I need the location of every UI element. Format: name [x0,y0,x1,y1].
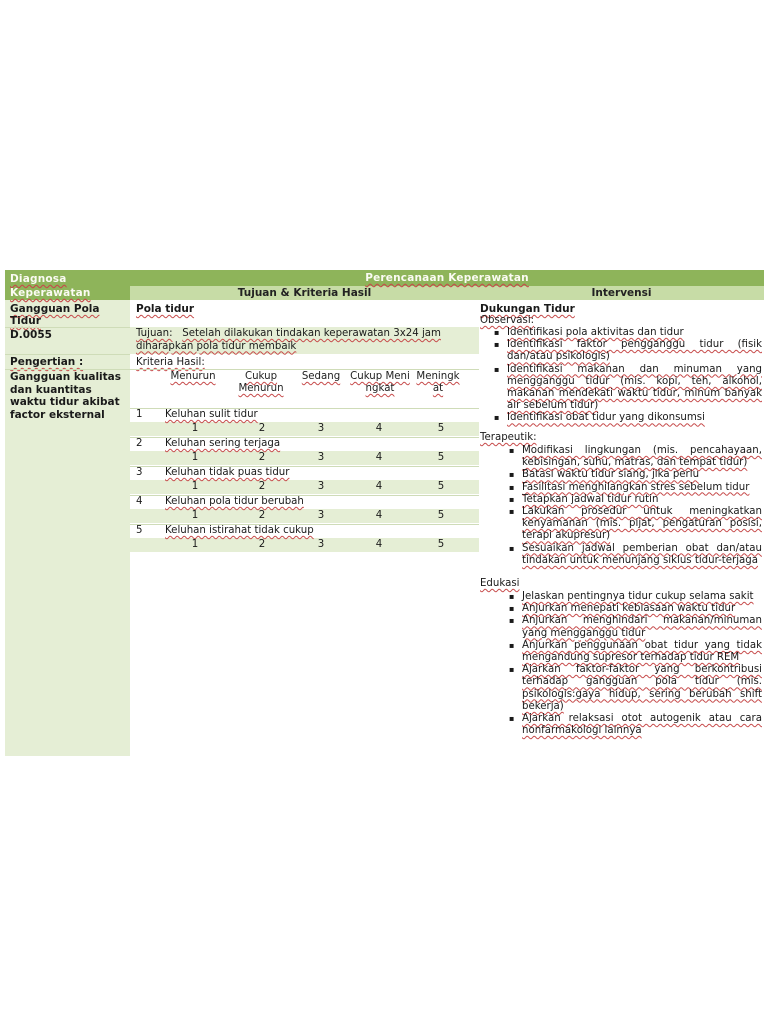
scale-header-menurun: Menurun [170,371,216,382]
diagnosis-code: D.0055 [10,329,52,341]
criteria-label: Keluhan sering terjaga [165,438,281,449]
bullet-icon: ▪ [494,364,500,374]
pengertian-label: Pengertian : [10,356,84,368]
edukasi-item-text: Ajarkan faktor-faktor yang berkontribusi terhadap gangguan pola tidur (mis. psikologis:gaya hidup, sering berubah shift bekerja) [522,664,762,712]
divider [130,495,479,496]
criteria-score: 3 [317,510,325,521]
diagnosa-header: Diagnosa Keperawatan [10,273,91,299]
scale-header-meningkat: Meningkat [416,371,460,395]
bullet-icon: ▪ [509,470,515,480]
criteria-score-band [130,422,479,436]
bullet-icon: ▪ [509,640,515,650]
kriteria-label: Kriteria Hasil: [136,357,205,368]
intervensi-subheader: Intervensi [591,287,652,299]
criteria-score-band [130,509,479,523]
terapeutik-label: Terapeutik: [480,432,537,443]
edukasi-item [509,664,762,713]
criteria-number: 1 [136,409,143,420]
divider [130,369,479,370]
bullet-icon: ▪ [509,604,515,614]
diagnosis-title: Gangguan Pola Tidur [10,303,100,328]
criteria-score: 5 [437,481,445,492]
bullet-icon: ▪ [509,507,515,517]
criteria-score: 3 [317,539,325,550]
edukasi-item-text: Anjurkan penggunaan obat tidur yang tidak mengandung supresor terhadap tidur REM [522,639,762,664]
divider [130,524,479,525]
bullet-icon: ▪ [494,340,500,350]
terapeutik-item [509,469,762,481]
criteria-label: Keluhan pola tidur berubah [165,496,304,507]
bullet-icon: ▪ [509,446,515,455]
observasi-item-text: Identifikasi pola aktivitas dan tidur [507,327,684,338]
criteria-score-band [130,451,479,465]
criteria-score: 4 [375,539,383,550]
observasi-label: Observasi: [480,315,535,326]
criteria-score: 2 [258,481,266,492]
terapeutik-item [509,542,762,567]
terapeutik-item-text: Lakukan prosedur untuk meningkatkan kenyamanan (mis. pijat, pengaturan posisi, terapi akupresur) [522,506,762,542]
tujuan-block [136,328,476,353]
edukasi-item [509,713,762,737]
edukasi-item-text: Anjurkan menepati kebiasaan waktu tidur [522,603,736,615]
criteria-score: 1 [191,510,199,521]
terapeutik-item-text: Tetapkan jadwal tidur rutin [522,493,659,505]
criteria-score: 5 [437,510,445,521]
criteria-score-band [130,480,479,494]
observasi-item [494,412,762,424]
criteria-score-band [130,538,479,552]
bullet-icon: ▪ [509,543,515,553]
criteria-label: Keluhan sulit tidur [165,409,258,420]
outcome-title: Pola tidur [136,303,195,315]
terapeutik-item [509,493,762,506]
terapeutik-list [509,445,762,567]
criteria-number: 3 [136,467,143,478]
tujuan-text: Setelah dilakukan tindakan keperawatan 3x24 jam diharapkan pola tidur membaik [136,328,441,352]
observasi-item [494,327,762,339]
criteria-score: 3 [317,452,325,463]
edukasi-item [509,591,762,603]
divider [5,369,130,370]
criteria-score: 5 [437,539,445,550]
criteria-score: 1 [191,452,199,463]
criteria-score: 2 [258,539,266,550]
observasi-item-text: Identifikasi makanan dan minuman yang mengganggu tidur (mis. kopi, teh, alkohol, makanan mendekati waktu tidur, minum banyak air sebelum tidur) [507,363,762,412]
edukasi-item [509,603,762,615]
observasi-item [494,363,762,413]
nursing-care-plan-table [5,270,764,756]
criteria-number: 4 [136,496,143,507]
scale-header-sedang: Sedang [301,371,341,382]
divider [5,327,130,328]
criteria-score: 1 [191,481,199,492]
edukasi-list [509,591,762,737]
divider [5,354,130,355]
perencanaan-header: Perencanaan Keperawatan [365,272,529,284]
criteria-score: 5 [437,452,445,463]
divider [130,437,479,438]
criteria-score: 4 [375,452,383,463]
criteria-score: 4 [375,423,383,434]
edukasi-item [509,615,762,639]
criteria-score: 5 [437,423,445,434]
edukasi-item [509,639,762,664]
observasi-list [494,327,762,425]
criteria-score: 2 [258,510,266,521]
criteria-score: 1 [191,539,199,550]
diagnosis-definition: Gangguan kualitas dan kuantitas waktu tidur akibat factor eksternal [10,371,121,421]
bullet-icon: ▪ [509,482,515,492]
criteria-label: Keluhan istirahat tidak cukup [165,525,314,536]
bullet-icon: ▪ [494,413,500,423]
terapeutik-item-text: Sesuaikan jadwal pemberian obat dan/atau tindakan untuk menunjang siklus tidur-terjaga [522,542,762,566]
criteria-score: 2 [258,423,266,434]
tujuan-subheader: Tujuan & Kriteria Hasil [237,287,372,299]
terapeutik-item-text: Batasi waktu tidur siang, jika perlu [522,469,700,481]
edukasi-label: Edukasi [480,578,520,589]
divider [130,408,479,409]
bullet-icon: ▪ [509,665,515,675]
terapeutik-item [509,506,762,543]
criteria-score: 3 [317,423,325,434]
bullet-icon: ▪ [509,494,515,504]
terapeutik-item-text: Fasilitasi menghilangkan stres sebelum tidur [522,481,750,493]
bullet-icon: ▪ [509,616,515,626]
terapeutik-item [509,445,762,469]
criteria-score: 2 [258,452,266,463]
edukasi-item-text: Ajarkan relaksasi otot autogenik atau cara nonfarmakologi lainnya [522,713,762,737]
criteria-score: 4 [375,510,383,521]
edukasi-item-text: Jelaskan pentingnya tidur cukup selama sakit [522,591,754,602]
bullet-icon: ▪ [494,328,500,337]
observasi-item [494,339,762,363]
bullet-icon: ▪ [509,714,515,724]
intervention-title: Dukungan Tidur [480,303,575,315]
observasi-item-text: Identifikasi obat tidur yang dikonsumsi [507,412,705,424]
criteria-score: 3 [317,481,325,492]
criteria-score: 1 [191,423,199,434]
divider [130,466,479,467]
criteria-label: Keluhan tidak puas tidur [165,467,290,478]
observasi-item-text: Identifikasi faktor pengganggu tidur (fisik dan/atau psikologis) [507,339,762,363]
criteria-number: 2 [136,438,143,449]
edukasi-item-text: Anjurkan menghindari makanan/minuman yang mengganggu tidur [522,615,762,639]
bullet-icon: ▪ [509,592,515,601]
diagnosis-column [5,270,130,756]
criteria-number: 5 [136,525,143,536]
tujuan-label: Tujuan: [136,328,173,339]
scale-header-cukup-meningkat: Cukup Meningkat [350,371,410,395]
scale-header-cukup-menurun: Cukup Menurun [238,371,284,395]
criteria-score: 4 [375,481,383,492]
terapeutik-item [509,481,762,494]
terapeutik-item-text: Modifikasi lingkungan (mis. pencahayaan, kebisingan, suhu, matras, dan tempat tidur) [522,445,762,469]
